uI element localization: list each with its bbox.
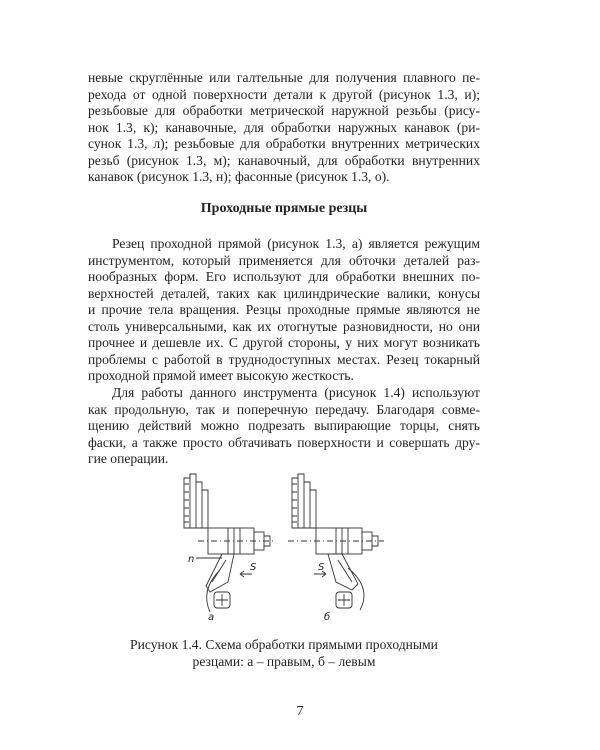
label-s-right: S <box>318 562 325 573</box>
text-line: как продольную, так и поперечную передачу. Благодаря совме- <box>88 401 480 417</box>
text-line: рехода от одной поверхности детали к другой (рисунок 1.3, и); <box>88 86 480 102</box>
text-line: канавок (рисунок 1.3, н); фасонные (рисунок 1.3, о). <box>88 169 390 184</box>
text-line: щению действий можно подрезать выпирающие торцы, снять <box>88 418 480 433</box>
figure-caption <box>88 636 480 670</box>
caption-line: Рисунок 1.4. Схема обработки прямыми проходными <box>130 637 438 652</box>
page-number: 7 <box>296 704 304 719</box>
intro-paragraph <box>88 70 480 186</box>
text-line: столь универсальными, как их отогнутые разновидности, но они <box>88 318 480 334</box>
label-s-left: S <box>250 562 257 573</box>
label-b: б <box>324 612 331 623</box>
text-line: невые скруглённые или галтельные для получения плавного пе- <box>88 70 480 85</box>
paragraph-1 <box>88 236 480 385</box>
text-line: проблемы с работой в труднодоступных местах. Резец токарный <box>88 351 480 367</box>
section-heading: Проходные прямые резцы <box>200 201 368 216</box>
figure-cutting-scheme <box>176 470 404 625</box>
label-a: а <box>208 612 215 623</box>
text-line: сунок 1.3, л); резьбовые для обработки внутренних метрических <box>88 136 480 151</box>
text-line: резьбовые для обработки метрической наружной резьбы (рису- <box>88 103 480 118</box>
text-line: нообразных форм. Его используют для обработки внешних по- <box>88 269 480 284</box>
text-line: гие операции. <box>88 451 169 466</box>
workpiece-right <box>288 528 384 554</box>
text-line: резьб (рисунок 1.3, м); канавочный, для обработки внутренних <box>88 152 480 168</box>
text-line: инструментом, который применяется для обточки деталей раз- <box>88 252 480 268</box>
text-line: Для работы данного инструмента (рисунок 1.4) используют <box>112 385 480 400</box>
text-line: и прочие тела вращения. Резцы проходные прямые являются не <box>88 302 480 317</box>
cutter-left <box>206 554 252 612</box>
paragraph-2 <box>88 385 480 468</box>
workpiece-left <box>196 528 276 558</box>
text-line: нок 1.3, к); канавочные, для обработки наружных канавок (ри- <box>88 119 480 135</box>
label-n: n <box>188 554 195 565</box>
text-line: прочнее и дешевле их. С другой стороны, у них могут возникать <box>88 335 480 350</box>
text-line: Резец проходной прямой (рисунок 1.3, а) является режущим <box>112 236 480 251</box>
text-line: фаски, а также просто обтачивать поверхности и совершать дру- <box>88 434 480 450</box>
text-line: проходной прямой имеет высокую жесткость. <box>88 368 354 383</box>
text-line: верхностей деталей, таких как цилиндрические валики, конусы <box>88 285 480 301</box>
chuck-jaw-left <box>184 474 208 528</box>
chuck-jaw-right <box>292 474 316 528</box>
caption-line: резцами: а – правым, б – левым <box>192 654 376 669</box>
